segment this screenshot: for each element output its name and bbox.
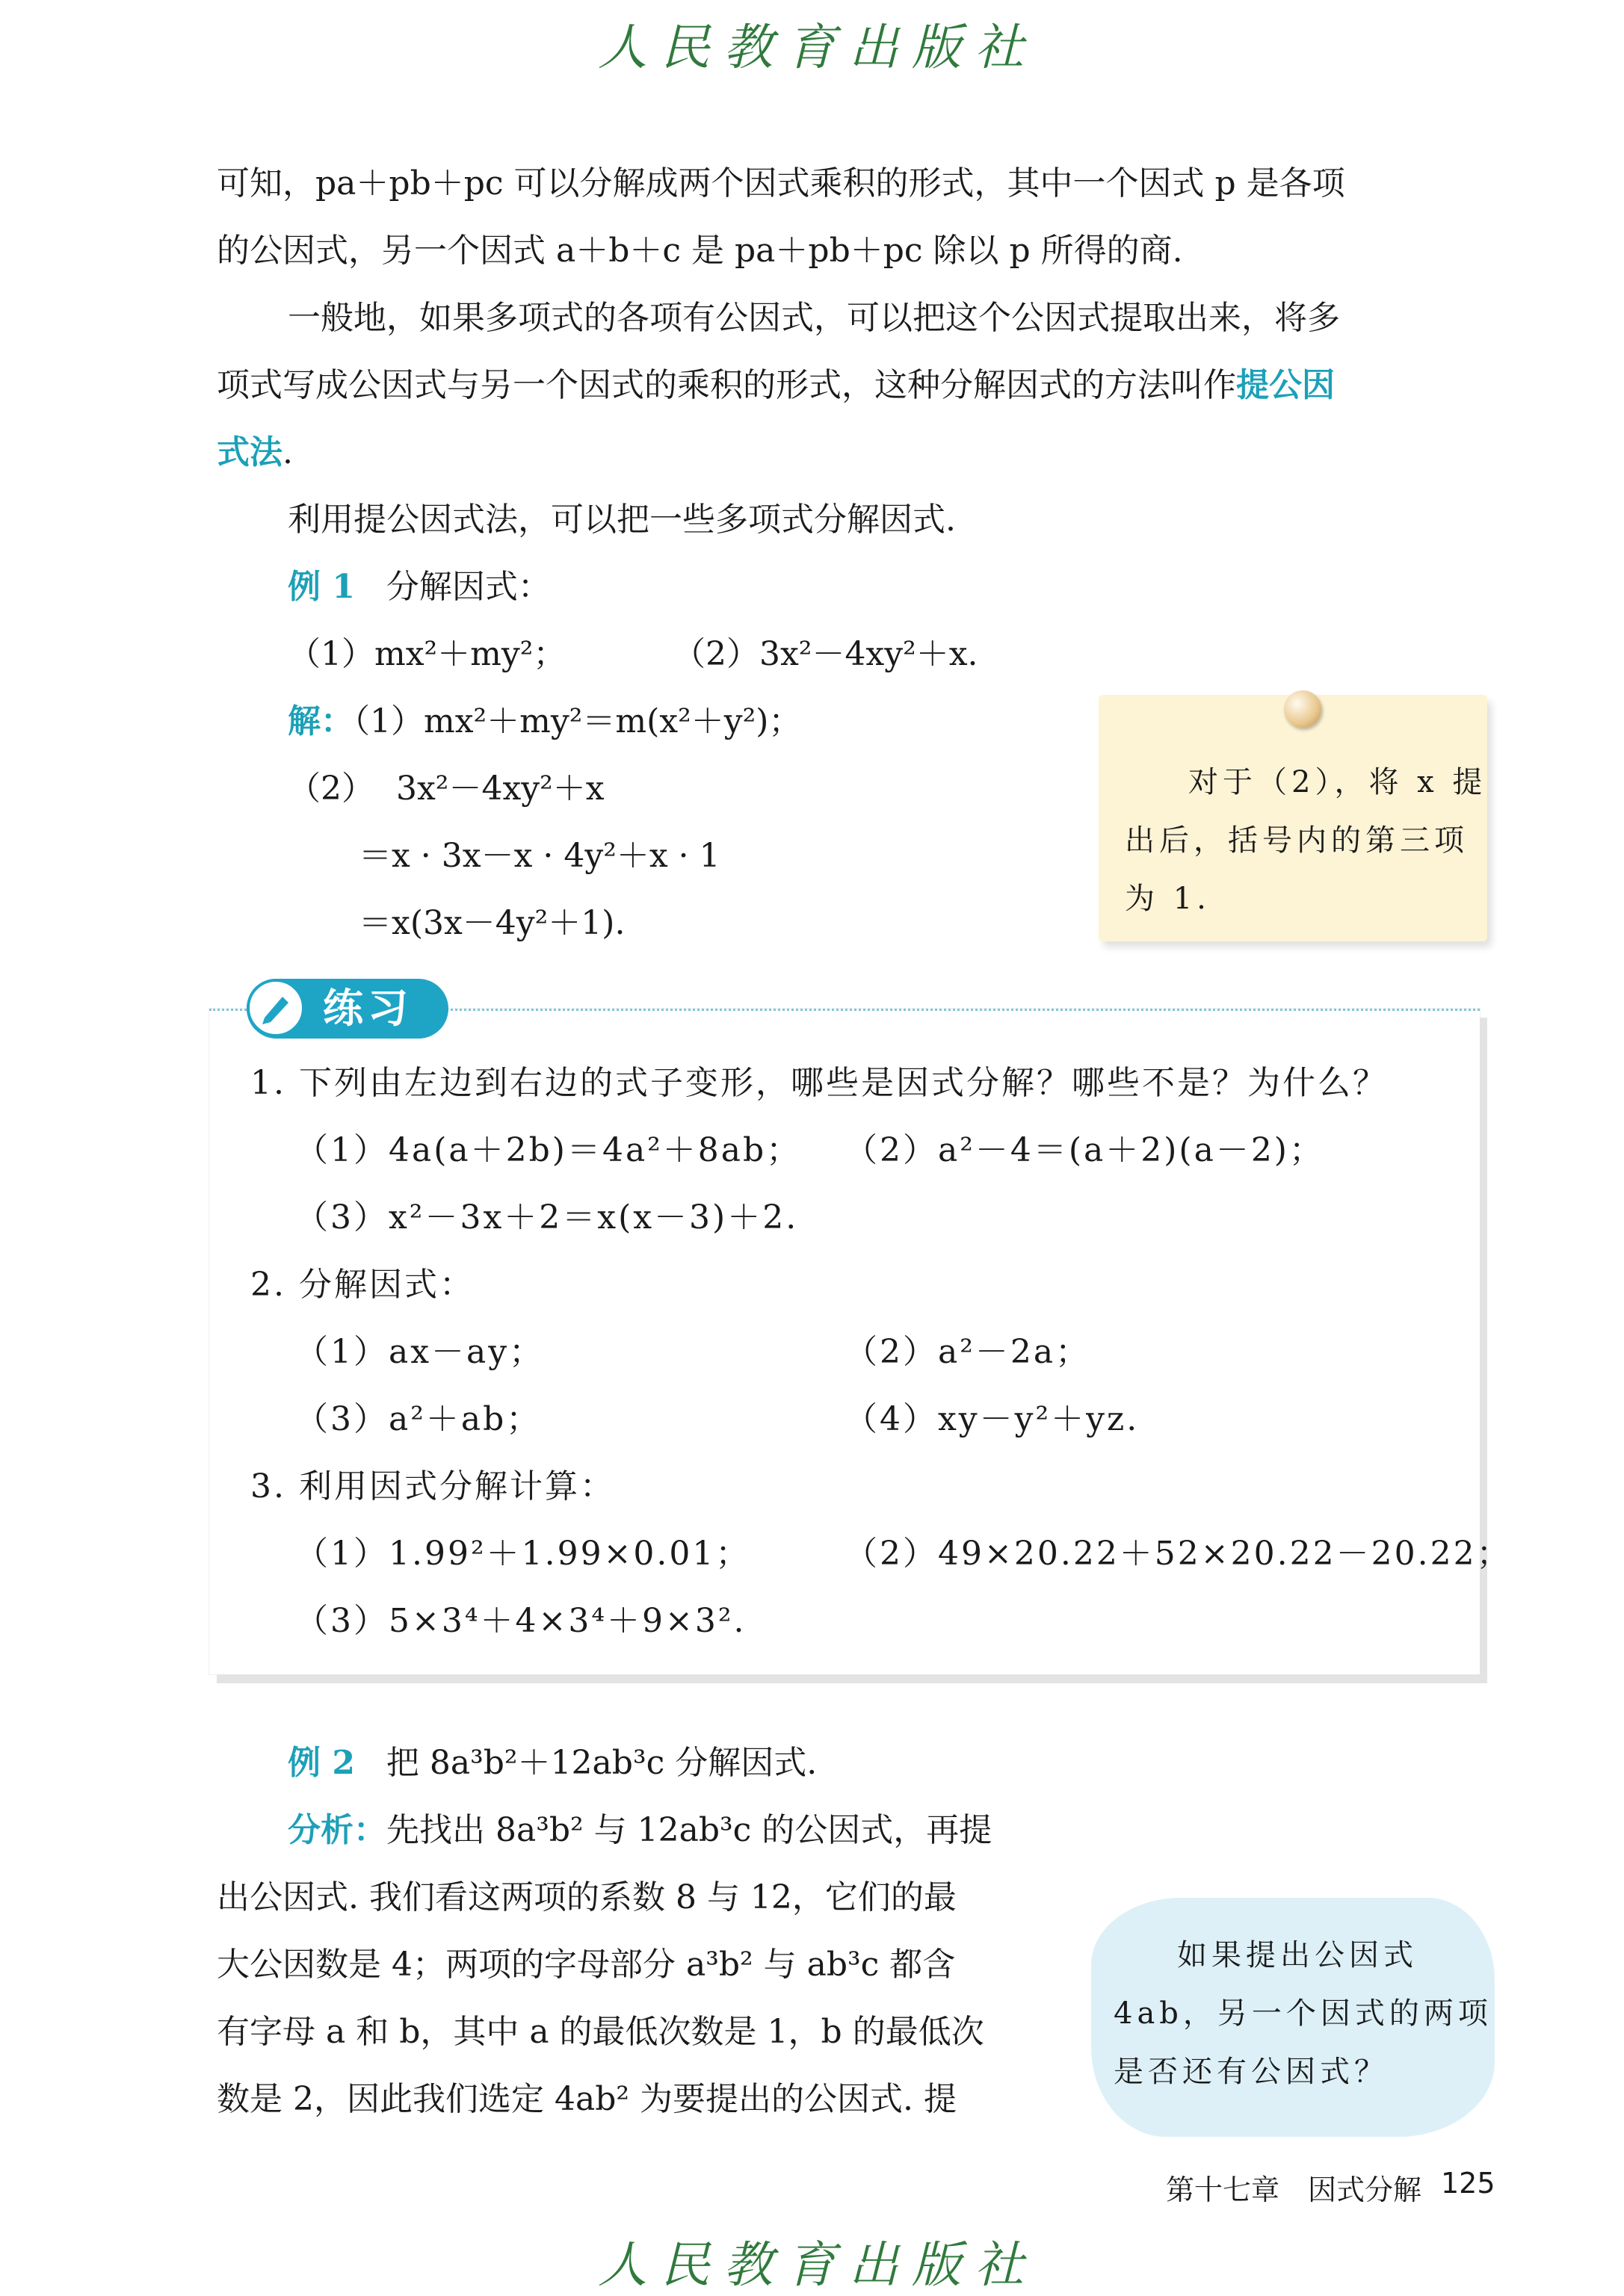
- practice-subitem: （4）xy－y²＋yz.: [845, 1400, 1140, 1438]
- practice-item-2: 2. 分解因式：: [250, 1266, 475, 1304]
- solution-label: 解：: [288, 702, 353, 740]
- paragraph-line: 可知，pa＋pb＋pc 可以分解成两个因式乘积的形式，其中一个因式 p 是各项: [217, 164, 1345, 202]
- practice-subitem: （3）a²＋ab；: [295, 1400, 542, 1438]
- example1-solution-2-line3: ＝x(3x－4y²＋1).: [359, 904, 626, 942]
- example2-heading: [288, 1741, 817, 1786]
- paragraph-text: 项式写成公因式与另一个因式的乘积的形式，这种分解因式的方法叫作: [217, 366, 1236, 404]
- practice-item-3: 3. 利用因式分解计算：: [250, 1467, 615, 1506]
- paragraph-line: [217, 430, 293, 475]
- chapter-footer: 第十七章 因式分解: [1166, 2173, 1422, 2206]
- practice-subitem: （3）5×3⁴＋4×3⁴＋9×3².: [295, 1602, 747, 1640]
- pencil-icon: [247, 979, 305, 1037]
- example-prompt: 分解因式：: [386, 568, 551, 606]
- publisher-logo-top: 人民教育出版社: [598, 19, 1037, 76]
- example1-question-1: （1）mx²＋my²；: [288, 635, 566, 673]
- note-line: 为 1.: [1125, 882, 1211, 916]
- example1-solution-2-line2: ＝x · 3x－x · 4y²＋x · 1: [359, 837, 720, 875]
- page-number: 125: [1441, 2167, 1495, 2200]
- note-line: 4ab，另一个因式的两项: [1114, 1996, 1492, 2031]
- analysis-line: 出公因式. 我们看这两项的系数 8 与 12，它们的最: [217, 1878, 957, 1916]
- example1-question-2: （2）3x²－4xy²＋x.: [673, 635, 978, 673]
- solution-text: （1）mx²＋my²＝m(x²＋y²)；: [353, 702, 802, 740]
- practice-subitem: （2）a²－2a；: [845, 1333, 1091, 1371]
- example1-heading: [288, 565, 551, 610]
- practice-subitem: （1）1.99²＋1.99×0.01；: [295, 1535, 751, 1573]
- practice-subitem: （2）a²－4＝(a＋2)(a－2)；: [845, 1131, 1324, 1169]
- note-line: 对于（2），将 x 提: [1188, 765, 1487, 799]
- practice-subitem: （1）4a(a＋2b)＝4a²＋8ab；: [295, 1131, 802, 1169]
- analysis-label: 分析：: [288, 1811, 386, 1849]
- paragraph-text: .: [282, 433, 293, 471]
- analysis-text: 先找出 8a³b² 与 12ab³c 的公因式，再提: [386, 1811, 992, 1849]
- publisher-logo-bottom: 人民教育出版社: [598, 2236, 1037, 2294]
- analysis-line: [288, 1808, 992, 1853]
- paragraph-line: 利用提公因式法，可以把一些多项式分解因式.: [288, 501, 956, 539]
- note-line: 出后，括号内的第三项: [1125, 823, 1469, 858]
- example1-solution-1: [288, 699, 801, 744]
- note-line: 是否还有公因式？: [1114, 2055, 1389, 2089]
- example-prompt: 把 8a³b²＋12ab³c 分解因式.: [386, 1744, 818, 1782]
- example-label: 例 1: [288, 568, 355, 606]
- paragraph-line: 一般地，如果多项式的各项有公因式，可以把这个公因式提取出来，将多: [288, 299, 1340, 337]
- analysis-line: 数是 2，因此我们选定 4ab² 为要提出的公因式. 提: [217, 2080, 957, 2118]
- term-highlight: 提公因: [1236, 366, 1335, 404]
- example-label: 例 2: [288, 1744, 355, 1782]
- analysis-line: 有字母 a 和 b，其中 a 的最低次数是 1，b 的最低次: [217, 2013, 984, 2051]
- example1-solution-2-num: （2）: [288, 770, 374, 808]
- analysis-line: 大公因数是 4；两项的字母部分 a³b² 与 ab³c 都含: [217, 1946, 956, 1984]
- note-line: 如果提出公因式: [1177, 1938, 1418, 1972]
- practice-subitem: （1）ax－ay；: [295, 1333, 545, 1371]
- practice-item-1: 1. 下列由左边到右边的式子变形，哪些是因式分解？哪些不是？为什么？: [250, 1064, 1388, 1102]
- pushpin-icon: [1284, 690, 1321, 728]
- term-highlight: 式法: [217, 433, 282, 471]
- paragraph-line: [217, 363, 1335, 408]
- practice-title: 练习: [323, 985, 413, 1032]
- example1-solution-2-line1: 3x²－4xy²＋x: [396, 770, 605, 808]
- paragraph-line: 的公因式，另一个因式 a＋b＋c 是 pa＋pb＋pc 除以 p 所得的商.: [217, 232, 1183, 270]
- practice-subitem: （3）x²－3x＋2＝x(x－3)＋2.: [295, 1198, 799, 1237]
- practice-subitem: （2）49×20.22＋52×20.22－20.22；: [845, 1535, 1512, 1573]
